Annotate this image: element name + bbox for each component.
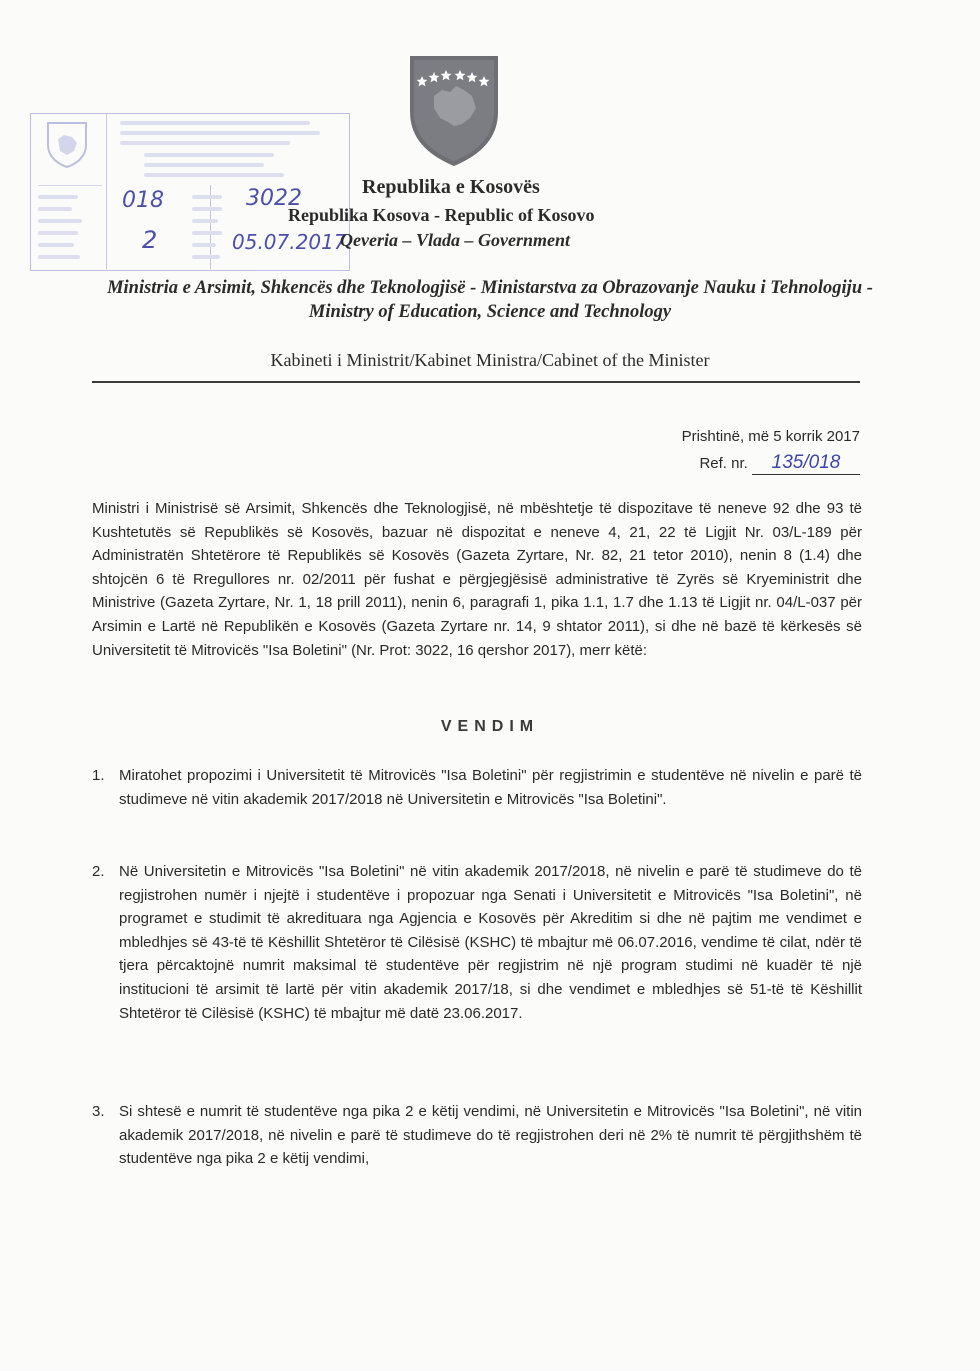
ref-label: Ref. nr.	[699, 455, 748, 472]
reference-number	[699, 452, 860, 475]
decision-item	[92, 860, 862, 1025]
decision-heading: VENDIM	[440, 718, 540, 735]
republic-subtitle: Republika Kosova - Republic of Kosovo	[288, 205, 595, 225]
item-number: 1.	[92, 767, 105, 784]
item-text: Miratohet propozimi i Universitetit të Mitrovicës "Isa Boletini" për regjistrimin e studentëve në nivelin e parë të studimeve në vitin akademik 2017/2018 në Universitetin e Mitrovicës "Isa Boletini".	[119, 767, 862, 808]
kosovo-emblem-icon	[404, 52, 504, 168]
intro-paragraph: Ministri i Ministrisë së Arsimit, Shkencës dhe Teknologjisë, në mbështetje të dispozitave të neneve 92 dhe 93 të Kushtetutës së Republikës së Kosovës, bazuar në dispozitat e neneve 4, 21, 22 të Ligjit Nr. 03/L-189 për Administratën Shtetërore të Republikës së Kosovës (Gazeta Zyrtare, Nr. 82, 21 tetor 2010), nenin 8 (1.4) dhe shtojcën 6 të Rregullores nr. 02/2011 për fushat e përgjegjësisë administrative të Zyrës së Kryeministrit dhe Ministrive (Gazeta Zyrtare, Nr. 1, 18 prill 2011), nenin 6, paragrafi 1, pika 1.1, 1.7 dhe 1.13 të Ligjit nr. 04/L-037 për Arsimin e Lartë në Republikën e Kosovës (Gazeta Zyrtare nr. 14, 9 shtator 2011), si dhe në bazë të kërkesës së Universitetit të Mitrovicës "Isa Boletini" (Nr. Prot: 3022, 16 qershor 2017), merr këtë:	[92, 500, 862, 659]
decision-item	[92, 764, 862, 811]
cabinet-line: Kabineti i Ministrit/Kabinet Ministra/Cabinet of the Minister	[270, 350, 710, 370]
decision-item	[92, 1100, 862, 1171]
stamp-field-1: 018	[122, 188, 164, 213]
item-number: 2.	[92, 863, 105, 880]
header-divider	[92, 381, 860, 383]
government-line: Qeveria – Vlada – Government	[340, 230, 570, 250]
place-date: Prishtinë, më 5 korrik 2017	[681, 428, 860, 445]
item-text: Në Universitetin e Mitrovicës "Isa Boletini" në vitin akademik 2017/2018, në nivelin e parë të studimeve do të regjistrohen numër i njejtë i studentëve i propozuar nga Senati i Universitetit e Mitrovicës "Isa Boletini", në programet e studimit të akredituara nga Agjencia e Kosovës për Akreditim si dhe në pajtim me vendimet e mbledhjes së 43-të të Këshillit Shtetëror të Cilësisë (KSHC) të mbajtur më 06.07.2016, vendime të cilat, ndër të tjera përcaktojnë numrit maksimal të studentëve për regjistrim në një program studimi në kuadër të një institucioni të arsimit të lartë për vitin akademik 2017/18, si dhe vendimet e mbledhjes së 51-të të Këshillit Shtetëror të Cilësisë (KSHC) të mbajtur më datë 23.06.2017.	[119, 863, 862, 1022]
republic-title: Republika e Kosovës	[362, 176, 540, 198]
ref-value: 135/018	[752, 452, 860, 475]
item-text: Si shtesë e numrit të studentëve nga pika 2 e këtij vendimi, në Universitetin e Mitrovicës "Isa Boletini", në vitin akademik 2017/2018, në nivelin e parë të studimeve do të regjistrohen deri në 2% të numrit të përgjithshëm të studentëve nga pika 2 e këtij vendimi,	[119, 1103, 862, 1168]
stamp-emblem-icon	[44, 119, 90, 169]
ministry-name: Ministria e Arsimit, Shkencës dhe Teknologjisë - Ministarstva za Obrazovanje Nauku i Tehnologiju - Ministry of Education, Science and Technology	[107, 278, 873, 322]
item-number: 3.	[92, 1103, 105, 1120]
stamp-field-3: 2	[142, 226, 158, 254]
stamp-field-2: 3022	[246, 186, 302, 211]
stamp-date: 05.07.2017	[232, 230, 347, 254]
